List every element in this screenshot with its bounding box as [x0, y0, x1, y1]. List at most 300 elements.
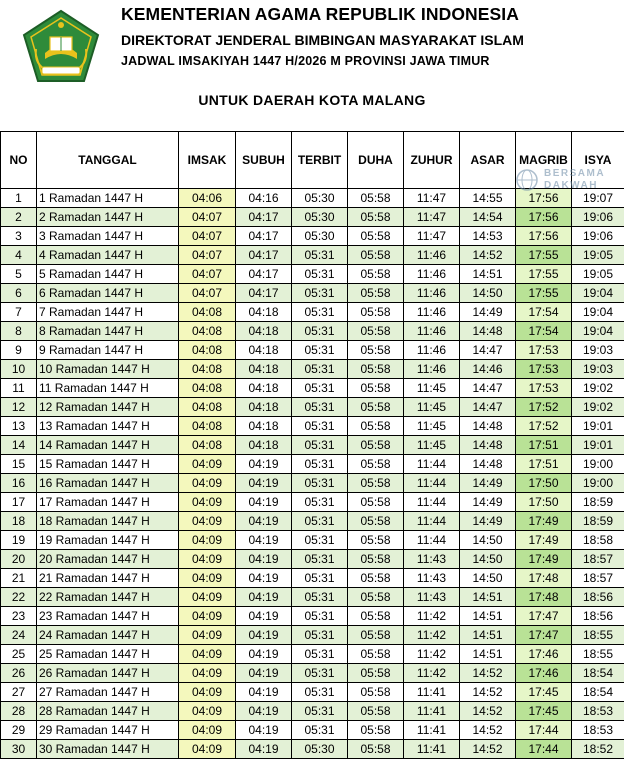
- cell-duha: 05:58: [348, 550, 404, 569]
- cell-subuh: 04:18: [236, 341, 292, 360]
- cell-terbit: 05:31: [292, 702, 348, 721]
- cell-magrib: 17:53: [516, 379, 572, 398]
- cell-duha: 05:58: [348, 265, 404, 284]
- cell-duha: 05:58: [348, 379, 404, 398]
- table-row: [1, 626, 624, 645]
- cell-asar: 14:48: [460, 417, 516, 436]
- cell-tanggal: 24 Ramadan 1447 H: [37, 626, 179, 645]
- cell-imsak: 04:09: [179, 721, 236, 740]
- cell-subuh: 04:19: [236, 493, 292, 512]
- column-header-tanggal: TANGGAL: [37, 132, 179, 189]
- cell-zuhur: 11:47: [404, 208, 460, 227]
- table-row: [1, 379, 624, 398]
- cell-subuh: 04:18: [236, 360, 292, 379]
- cell-no: 4: [1, 246, 37, 265]
- cell-tanggal: 26 Ramadan 1447 H: [37, 664, 179, 683]
- cell-imsak: 04:09: [179, 569, 236, 588]
- column-header-imsak: IMSAK: [179, 132, 236, 189]
- cell-magrib: 17:52: [516, 398, 572, 417]
- cell-tanggal: 2 Ramadan 1447 H: [37, 208, 179, 227]
- cell-subuh: 04:19: [236, 455, 292, 474]
- table-row: [1, 740, 624, 759]
- cell-no: 27: [1, 683, 37, 702]
- column-header-zuhur: ZUHUR: [404, 132, 460, 189]
- cell-isya: 19:02: [572, 398, 624, 417]
- cell-zuhur: 11:44: [404, 474, 460, 493]
- cell-no: 11: [1, 379, 37, 398]
- cell-tanggal: 14 Ramadan 1447 H: [37, 436, 179, 455]
- cell-asar: 14:51: [460, 645, 516, 664]
- cell-terbit: 05:30: [292, 189, 348, 208]
- cell-subuh: 04:19: [236, 550, 292, 569]
- cell-isya: 18:53: [572, 721, 624, 740]
- cell-zuhur: 11:44: [404, 512, 460, 531]
- cell-magrib: 17:46: [516, 664, 572, 683]
- cell-asar: 14:50: [460, 550, 516, 569]
- cell-duha: 05:58: [348, 588, 404, 607]
- cell-subuh: 04:19: [236, 645, 292, 664]
- cell-imsak: 04:06: [179, 189, 236, 208]
- cell-tanggal: 13 Ramadan 1447 H: [37, 417, 179, 436]
- cell-duha: 05:58: [348, 189, 404, 208]
- table-row: [1, 474, 624, 493]
- cell-tanggal: 25 Ramadan 1447 H: [37, 645, 179, 664]
- cell-magrib: 17:49: [516, 550, 572, 569]
- cell-terbit: 05:31: [292, 607, 348, 626]
- cell-terbit: 05:31: [292, 645, 348, 664]
- column-header-terbit: TERBIT: [292, 132, 348, 189]
- cell-imsak: 04:08: [179, 398, 236, 417]
- cell-magrib: 17:56: [516, 208, 572, 227]
- cell-terbit: 05:30: [292, 227, 348, 246]
- cell-zuhur: 11:42: [404, 645, 460, 664]
- cell-subuh: 04:18: [236, 398, 292, 417]
- cell-isya: 18:57: [572, 569, 624, 588]
- cell-asar: 14:49: [460, 512, 516, 531]
- cell-no: 5: [1, 265, 37, 284]
- cell-subuh: 04:16: [236, 189, 292, 208]
- cell-duha: 05:58: [348, 607, 404, 626]
- cell-imsak: 04:09: [179, 607, 236, 626]
- cell-asar: 14:46: [460, 360, 516, 379]
- cell-subuh: 04:19: [236, 683, 292, 702]
- cell-duha: 05:58: [348, 569, 404, 588]
- cell-magrib: 17:49: [516, 512, 572, 531]
- table-row: [1, 398, 624, 417]
- cell-zuhur: 11:46: [404, 322, 460, 341]
- cell-duha: 05:58: [348, 531, 404, 550]
- cell-isya: 18:54: [572, 664, 624, 683]
- cell-tanggal: 12 Ramadan 1447 H: [37, 398, 179, 417]
- cell-tanggal: 10 Ramadan 1447 H: [37, 360, 179, 379]
- cell-no: 9: [1, 341, 37, 360]
- cell-magrib: 17:53: [516, 360, 572, 379]
- cell-subuh: 04:19: [236, 588, 292, 607]
- cell-zuhur: 11:41: [404, 721, 460, 740]
- cell-subuh: 04:19: [236, 626, 292, 645]
- table-header-row: [1, 132, 624, 189]
- cell-terbit: 05:31: [292, 284, 348, 303]
- cell-imsak: 04:07: [179, 246, 236, 265]
- table-row: [1, 417, 624, 436]
- cell-asar: 14:47: [460, 341, 516, 360]
- table-row: [1, 493, 624, 512]
- cell-duha: 05:58: [348, 740, 404, 759]
- cell-imsak: 04:09: [179, 550, 236, 569]
- cell-isya: 18:56: [572, 588, 624, 607]
- cell-magrib: 17:44: [516, 740, 572, 759]
- cell-asar: 14:52: [460, 664, 516, 683]
- cell-isya: 18:52: [572, 740, 624, 759]
- cell-magrib: 17:47: [516, 607, 572, 626]
- cell-no: 20: [1, 550, 37, 569]
- cell-zuhur: 11:46: [404, 265, 460, 284]
- cell-imsak: 04:07: [179, 265, 236, 284]
- cell-tanggal: 16 Ramadan 1447 H: [37, 474, 179, 493]
- cell-zuhur: 11:46: [404, 360, 460, 379]
- cell-isya: 18:59: [572, 493, 624, 512]
- cell-magrib: 17:44: [516, 721, 572, 740]
- cell-zuhur: 11:41: [404, 683, 460, 702]
- cell-isya: 19:04: [572, 303, 624, 322]
- cell-isya: 18:57: [572, 550, 624, 569]
- cell-tanggal: 20 Ramadan 1447 H: [37, 550, 179, 569]
- cell-subuh: 04:19: [236, 607, 292, 626]
- cell-tanggal: 23 Ramadan 1447 H: [37, 607, 179, 626]
- cell-zuhur: 11:41: [404, 702, 460, 721]
- watermark-line2: DAKWAH: [544, 180, 598, 191]
- cell-subuh: 04:18: [236, 322, 292, 341]
- cell-zuhur: 11:47: [404, 189, 460, 208]
- cell-isya: 18:55: [572, 626, 624, 645]
- table-row: [1, 531, 624, 550]
- cell-isya: 19:01: [572, 436, 624, 455]
- table-row: [1, 683, 624, 702]
- cell-isya: 18:55: [572, 645, 624, 664]
- cell-isya: 19:02: [572, 379, 624, 398]
- cell-terbit: 05:31: [292, 341, 348, 360]
- cell-zuhur: 11:42: [404, 664, 460, 683]
- cell-no: 23: [1, 607, 37, 626]
- cell-asar: 14:52: [460, 702, 516, 721]
- cell-magrib: 17:50: [516, 493, 572, 512]
- cell-no: 18: [1, 512, 37, 531]
- cell-terbit: 05:31: [292, 360, 348, 379]
- cell-no: 10: [1, 360, 37, 379]
- cell-terbit: 05:31: [292, 493, 348, 512]
- cell-terbit: 05:31: [292, 588, 348, 607]
- cell-isya: 19:04: [572, 322, 624, 341]
- cell-asar: 14:49: [460, 493, 516, 512]
- cell-tanggal: 5 Ramadan 1447 H: [37, 265, 179, 284]
- cell-tanggal: 17 Ramadan 1447 H: [37, 493, 179, 512]
- table-row: [1, 341, 624, 360]
- cell-imsak: 04:08: [179, 322, 236, 341]
- cell-isya: 18:54: [572, 683, 624, 702]
- cell-subuh: 04:17: [236, 265, 292, 284]
- cell-isya: 18:53: [572, 702, 624, 721]
- table-row: [1, 208, 624, 227]
- cell-asar: 14:52: [460, 721, 516, 740]
- cell-tanggal: 21 Ramadan 1447 H: [37, 569, 179, 588]
- cell-duha: 05:58: [348, 360, 404, 379]
- cell-zuhur: 11:42: [404, 607, 460, 626]
- cell-no: 25: [1, 645, 37, 664]
- cell-terbit: 05:31: [292, 474, 348, 493]
- cell-imsak: 04:07: [179, 227, 236, 246]
- cell-imsak: 04:09: [179, 531, 236, 550]
- cell-no: 13: [1, 417, 37, 436]
- cell-terbit: 05:31: [292, 265, 348, 284]
- table-body: [1, 189, 624, 759]
- cell-zuhur: 11:42: [404, 626, 460, 645]
- table-row: [1, 265, 624, 284]
- cell-tanggal: 15 Ramadan 1447 H: [37, 455, 179, 474]
- cell-subuh: 04:18: [236, 417, 292, 436]
- region-subtitle: UNTUK DAERAH KOTA MALANG: [198, 92, 426, 108]
- cell-subuh: 04:19: [236, 512, 292, 531]
- directorate-title: DIREKTORAT JENDERAL BIMBINGAN MASYARAKAT ISLAM: [121, 32, 524, 48]
- cell-tanggal: 19 Ramadan 1447 H: [37, 531, 179, 550]
- cell-asar: 14:47: [460, 379, 516, 398]
- cell-duha: 05:58: [348, 474, 404, 493]
- cell-tanggal: 6 Ramadan 1447 H: [37, 284, 179, 303]
- cell-magrib: 17:48: [516, 588, 572, 607]
- cell-imsak: 04:09: [179, 474, 236, 493]
- cell-asar: 14:48: [460, 322, 516, 341]
- cell-tanggal: 9 Ramadan 1447 H: [37, 341, 179, 360]
- cell-tanggal: 7 Ramadan 1447 H: [37, 303, 179, 322]
- cell-tanggal: 28 Ramadan 1447 H: [37, 702, 179, 721]
- cell-asar: 14:48: [460, 455, 516, 474]
- cell-no: 19: [1, 531, 37, 550]
- cell-magrib: 17:56: [516, 227, 572, 246]
- cell-zuhur: 11:43: [404, 550, 460, 569]
- schedule-title: JADWAL IMSAKIYAH 1447 H/2026 M PROVINSI JAWA TIMUR: [121, 54, 490, 68]
- cell-tanggal: 3 Ramadan 1447 H: [37, 227, 179, 246]
- cell-zuhur: 11:43: [404, 569, 460, 588]
- cell-magrib: 17:51: [516, 455, 572, 474]
- cell-zuhur: 11:45: [404, 379, 460, 398]
- cell-magrib: 17:53: [516, 341, 572, 360]
- cell-asar: 14:51: [460, 626, 516, 645]
- cell-no: 21: [1, 569, 37, 588]
- cell-terbit: 05:31: [292, 721, 348, 740]
- cell-magrib: 17:48: [516, 569, 572, 588]
- table-row: [1, 246, 624, 265]
- cell-asar: 14:55: [460, 189, 516, 208]
- cell-no: 24: [1, 626, 37, 645]
- cell-zuhur: 11:45: [404, 417, 460, 436]
- cell-imsak: 04:09: [179, 588, 236, 607]
- cell-duha: 05:58: [348, 645, 404, 664]
- cell-subuh: 04:19: [236, 664, 292, 683]
- cell-asar: 14:49: [460, 474, 516, 493]
- cell-asar: 14:48: [460, 436, 516, 455]
- cell-terbit: 05:31: [292, 436, 348, 455]
- cell-zuhur: 11:44: [404, 493, 460, 512]
- cell-tanggal: 8 Ramadan 1447 H: [37, 322, 179, 341]
- cell-duha: 05:58: [348, 664, 404, 683]
- cell-imsak: 04:07: [179, 284, 236, 303]
- cell-zuhur: 11:44: [404, 455, 460, 474]
- cell-magrib: 17:49: [516, 531, 572, 550]
- cell-duha: 05:58: [348, 417, 404, 436]
- cell-asar: 14:52: [460, 740, 516, 759]
- cell-duha: 05:58: [348, 683, 404, 702]
- cell-subuh: 04:19: [236, 474, 292, 493]
- cell-magrib: 17:46: [516, 645, 572, 664]
- cell-terbit: 05:31: [292, 303, 348, 322]
- cell-imsak: 04:08: [179, 417, 236, 436]
- cell-terbit: 05:30: [292, 208, 348, 227]
- cell-duha: 05:58: [348, 512, 404, 531]
- cell-imsak: 04:09: [179, 455, 236, 474]
- cell-isya: 19:04: [572, 284, 624, 303]
- table-row: [1, 550, 624, 569]
- cell-isya: 19:05: [572, 265, 624, 284]
- cell-magrib: 17:50: [516, 474, 572, 493]
- cell-subuh: 04:17: [236, 284, 292, 303]
- cell-imsak: 04:09: [179, 664, 236, 683]
- cell-duha: 05:58: [348, 208, 404, 227]
- cell-no: 3: [1, 227, 37, 246]
- cell-subuh: 04:17: [236, 246, 292, 265]
- column-header-no: NO: [1, 132, 37, 189]
- cell-asar: 14:51: [460, 607, 516, 626]
- cell-isya: 18:56: [572, 607, 624, 626]
- cell-asar: 14:47: [460, 398, 516, 417]
- cell-subuh: 04:19: [236, 721, 292, 740]
- table-row: [1, 284, 624, 303]
- cell-duha: 05:58: [348, 493, 404, 512]
- cell-terbit: 05:31: [292, 246, 348, 265]
- cell-asar: 14:51: [460, 588, 516, 607]
- cell-terbit: 05:31: [292, 531, 348, 550]
- column-header-isya: ISYA: [572, 132, 624, 189]
- cell-terbit: 05:31: [292, 398, 348, 417]
- cell-isya: 19:00: [572, 455, 624, 474]
- cell-isya: 19:00: [572, 474, 624, 493]
- cell-duha: 05:58: [348, 626, 404, 645]
- table-row: [1, 303, 624, 322]
- table-row: [1, 455, 624, 474]
- cell-duha: 05:58: [348, 227, 404, 246]
- cell-duha: 05:58: [348, 341, 404, 360]
- cell-tanggal: 1 Ramadan 1447 H: [37, 189, 179, 208]
- cell-magrib: 17:55: [516, 246, 572, 265]
- cell-imsak: 04:09: [179, 740, 236, 759]
- table-row: [1, 588, 624, 607]
- cell-duha: 05:58: [348, 702, 404, 721]
- kementerian-agama-emblem-icon: [20, 9, 102, 85]
- cell-duha: 05:58: [348, 246, 404, 265]
- cell-asar: 14:52: [460, 246, 516, 265]
- cell-no: 28: [1, 702, 37, 721]
- cell-isya: 19:03: [572, 341, 624, 360]
- cell-no: 8: [1, 322, 37, 341]
- cell-tanggal: 30 Ramadan 1447 H: [37, 740, 179, 759]
- cell-terbit: 05:31: [292, 683, 348, 702]
- cell-no: 7: [1, 303, 37, 322]
- cell-imsak: 04:09: [179, 683, 236, 702]
- cell-isya: 19:06: [572, 208, 624, 227]
- table-row: [1, 436, 624, 455]
- cell-no: 14: [1, 436, 37, 455]
- cell-imsak: 04:07: [179, 208, 236, 227]
- cell-isya: 19:01: [572, 417, 624, 436]
- cell-asar: 14:50: [460, 531, 516, 550]
- cell-asar: 14:52: [460, 683, 516, 702]
- cell-subuh: 04:19: [236, 569, 292, 588]
- cell-isya: 19:06: [572, 227, 624, 246]
- cell-isya: 19:07: [572, 189, 624, 208]
- cell-duha: 05:58: [348, 721, 404, 740]
- cell-tanggal: 22 Ramadan 1447 H: [37, 588, 179, 607]
- cell-duha: 05:58: [348, 398, 404, 417]
- cell-tanggal: 11 Ramadan 1447 H: [37, 379, 179, 398]
- cell-subuh: 04:18: [236, 303, 292, 322]
- cell-tanggal: 18 Ramadan 1447 H: [37, 512, 179, 531]
- cell-imsak: 04:08: [179, 379, 236, 398]
- cell-terbit: 05:31: [292, 569, 348, 588]
- table-row: [1, 189, 624, 208]
- cell-terbit: 05:31: [292, 550, 348, 569]
- table-row: [1, 721, 624, 740]
- cell-asar: 14:49: [460, 303, 516, 322]
- cell-asar: 14:54: [460, 208, 516, 227]
- cell-asar: 14:53: [460, 227, 516, 246]
- cell-imsak: 04:08: [179, 303, 236, 322]
- imsakiyah-table: [0, 131, 624, 759]
- cell-asar: 14:50: [460, 569, 516, 588]
- cell-zuhur: 11:44: [404, 531, 460, 550]
- cell-subuh: 04:18: [236, 436, 292, 455]
- cell-terbit: 05:31: [292, 664, 348, 683]
- table-row: [1, 607, 624, 626]
- table-row: [1, 645, 624, 664]
- cell-subuh: 04:19: [236, 531, 292, 550]
- cell-magrib: 17:45: [516, 683, 572, 702]
- cell-no: 30: [1, 740, 37, 759]
- cell-terbit: 05:30: [292, 740, 348, 759]
- cell-imsak: 04:08: [179, 436, 236, 455]
- cell-subuh: 04:17: [236, 208, 292, 227]
- cell-magrib: 17:55: [516, 265, 572, 284]
- cell-zuhur: 11:46: [404, 303, 460, 322]
- watermark-line1: BERSAMA: [544, 168, 606, 179]
- cell-zuhur: 11:46: [404, 284, 460, 303]
- cell-magrib: 17:52: [516, 417, 572, 436]
- cell-duha: 05:58: [348, 455, 404, 474]
- cell-subuh: 04:17: [236, 227, 292, 246]
- table-row: [1, 227, 624, 246]
- cell-magrib: 17:56: [516, 189, 572, 208]
- cell-no: 16: [1, 474, 37, 493]
- cell-subuh: 04:19: [236, 740, 292, 759]
- cell-isya: 19:03: [572, 360, 624, 379]
- cell-zuhur: 11:45: [404, 398, 460, 417]
- cell-subuh: 04:19: [236, 702, 292, 721]
- cell-zuhur: 11:45: [404, 436, 460, 455]
- cell-no: 29: [1, 721, 37, 740]
- cell-duha: 05:58: [348, 284, 404, 303]
- cell-isya: 18:59: [572, 512, 624, 531]
- table-row: [1, 702, 624, 721]
- cell-imsak: 04:09: [179, 626, 236, 645]
- cell-no: 2: [1, 208, 37, 227]
- cell-zuhur: 11:46: [404, 246, 460, 265]
